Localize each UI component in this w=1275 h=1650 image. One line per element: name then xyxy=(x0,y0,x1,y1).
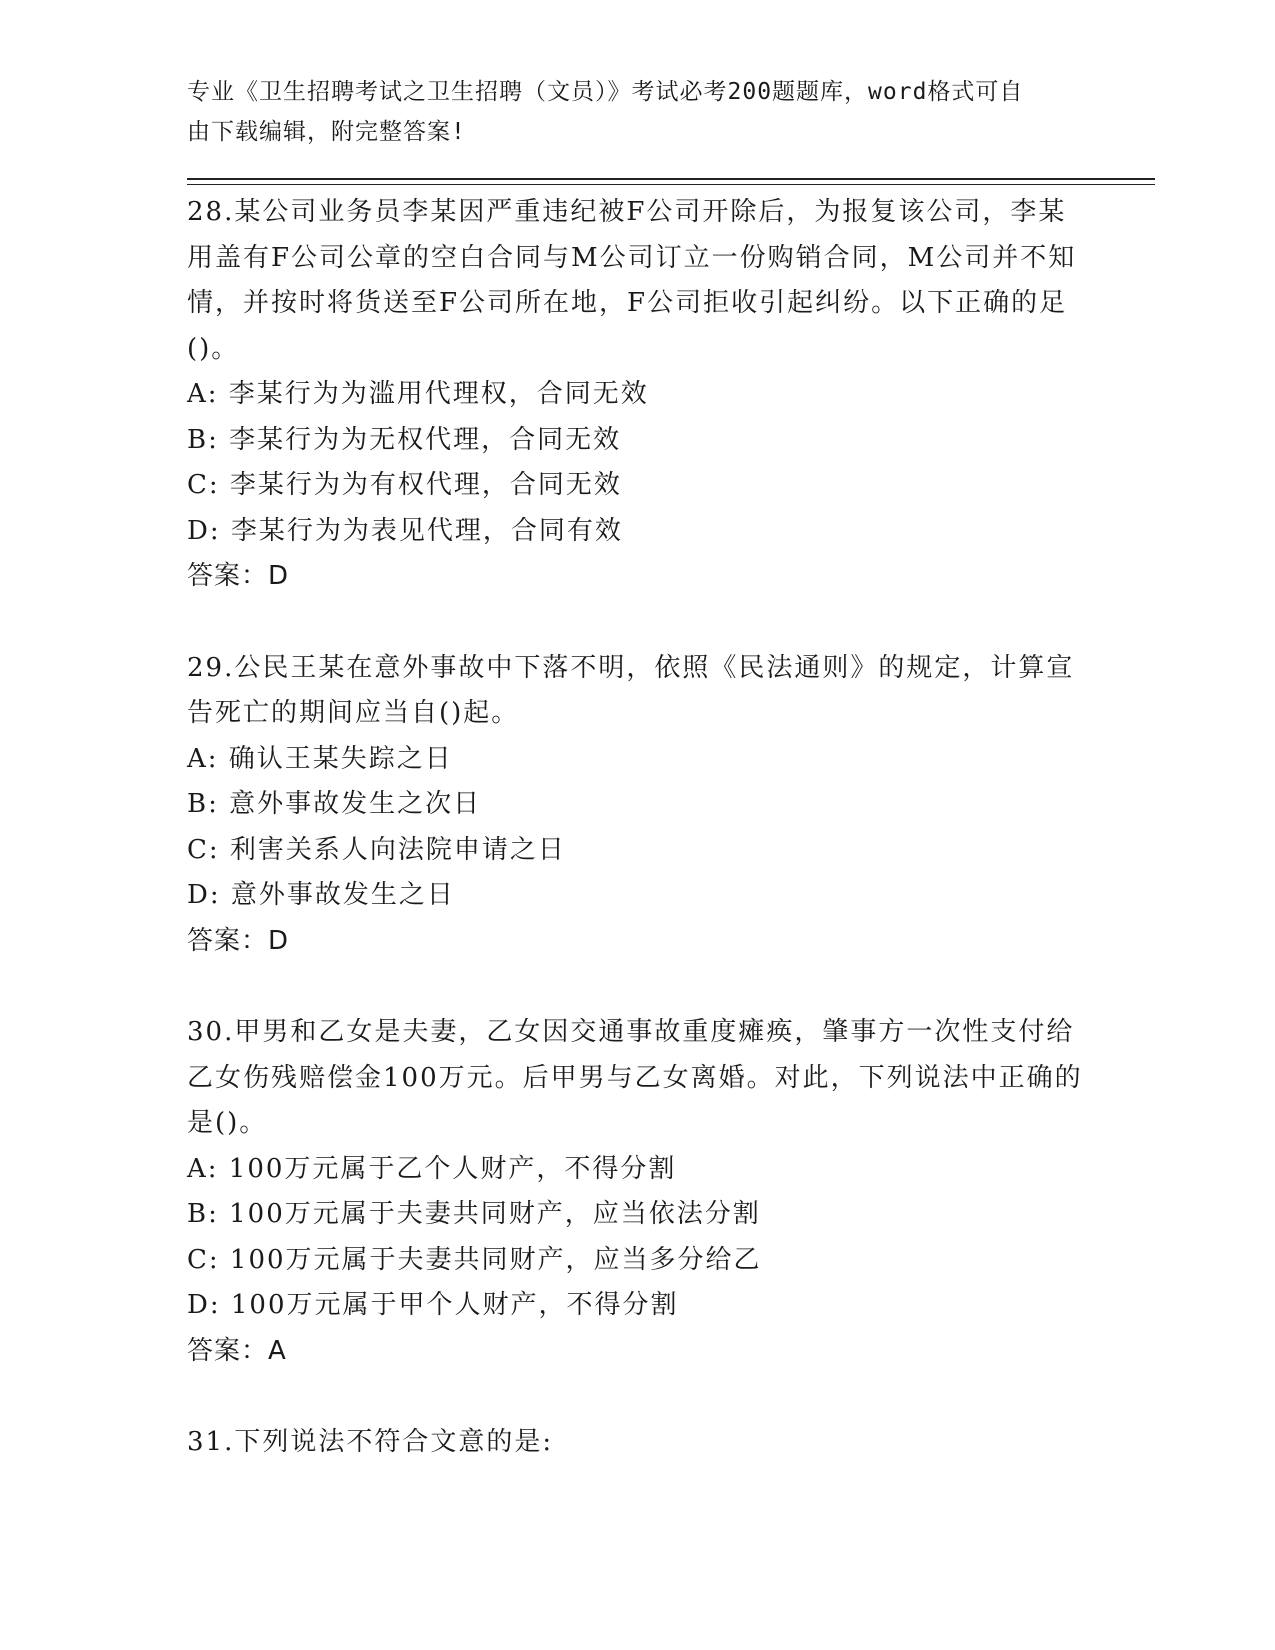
option-b: B: 李某行为为无权代理，合同无效 xyxy=(187,424,622,455)
question-stem: 28.某公司业务员李某因严重违纪被F公司开除后，为报复该公司，李某用盖有F公司公章的空白合同与M公司订立一份购销合同，M公司并不知情，并按时将货送至F公司所在地，F公司拒收引起纠纷。以下正确的足()。 xyxy=(187,197,1077,364)
header-rule-thick xyxy=(187,178,1155,180)
option-c: C: 利害关系人向法院申请之日 xyxy=(187,834,566,865)
header-line-2: 由下载编辑，附完整答案! xyxy=(187,119,466,145)
question-stem: 29.公民王某在意外事故中下落不明，依照《民法通则》的规定，计算宣告死亡的期间应当自()起。 xyxy=(187,652,1075,728)
answer-line: 答案：D xyxy=(187,925,290,956)
question-29 xyxy=(187,646,1087,965)
answer-line: 答案：D xyxy=(187,561,290,591)
header-line-1: 专业《卫生招聘考试之卫生招聘（文员）》考试必考200题题库，word格式可自 xyxy=(187,79,1024,105)
question-31 xyxy=(187,1420,1087,1466)
header-rule-thin xyxy=(187,184,1155,185)
spacer xyxy=(187,600,1087,646)
question-stem: 31.下列说法不符合文意的是: xyxy=(187,1427,554,1457)
option-a: A: 确认王某失踪之日 xyxy=(187,743,453,774)
answer-line: 答案：A xyxy=(187,1335,287,1366)
question-28 xyxy=(187,190,1087,600)
question-30 xyxy=(187,1010,1087,1374)
option-b: B: 100万元属于夫妻共同财产，应当依法分割 xyxy=(187,1199,761,1229)
question-list xyxy=(187,190,1087,1466)
option-c: C: 100万元属于夫妻共同财产，应当多分给乙 xyxy=(187,1244,762,1275)
option-c: C: 李某行为为有权代理，合同无效 xyxy=(187,470,622,500)
page-header xyxy=(187,72,1087,152)
option-b: B: 意外事故发生之次日 xyxy=(187,789,482,819)
spacer xyxy=(187,964,1087,1010)
option-d: D: 李某行为为表见代理，合同有效 xyxy=(187,515,623,546)
question-stem: 30.甲男和乙女是夫妻，乙女因交通事故重度瘫痪，肇事方一次性支付给乙女伤残赔偿金100万元。后甲男与乙女离婚。对此，下列说法中正确的是()。 xyxy=(187,1017,1083,1138)
option-d: D: 100万元属于甲个人财产，不得分割 xyxy=(187,1290,679,1320)
option-a: A: 100万元属于乙个人财产，不得分割 xyxy=(187,1153,677,1184)
spacer xyxy=(187,1374,1087,1420)
option-a: A: 李某行为为滥用代理权，合同无效 xyxy=(187,379,649,409)
option-d: D: 意外事故发生之日 xyxy=(187,880,455,910)
